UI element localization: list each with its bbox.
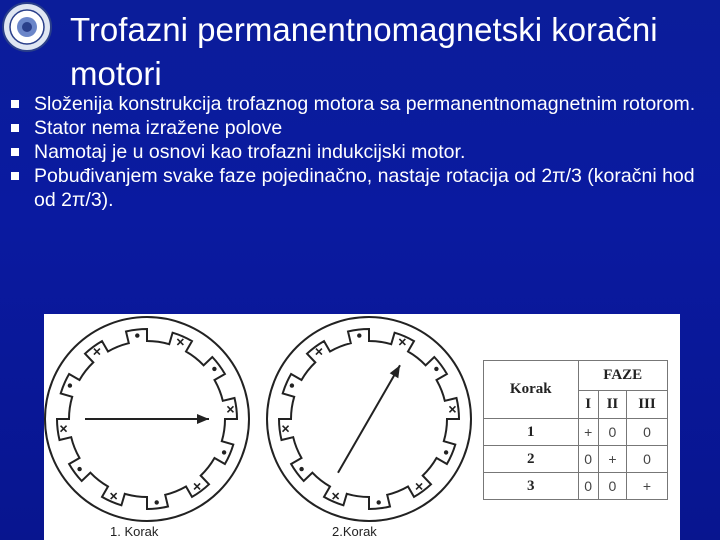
- step2-slot-cross: [333, 493, 339, 499]
- phase-table: [483, 360, 668, 500]
- step2-rotor-arrow: [338, 365, 400, 472]
- step2-slot-dot: [357, 333, 361, 337]
- table-row: 1 + 0 0: [484, 419, 668, 446]
- step2-slot-dot: [290, 383, 294, 387]
- bullet-item: Namotaj je u osnovi kao trofazni indukcijski motor.: [8, 140, 713, 164]
- step1-slot-cross: [111, 493, 117, 499]
- step1-slot-dot: [155, 500, 159, 504]
- table-row: 3 0 0 +: [484, 473, 668, 500]
- step1-slot-cross: [194, 483, 200, 489]
- bullet-square-icon: [11, 100, 19, 108]
- step1-slot-cross: [227, 406, 233, 412]
- step2-slot-cross: [449, 406, 455, 412]
- step1-slot-dot: [212, 367, 216, 371]
- step1-slot-dot: [135, 333, 139, 337]
- bullet-item: Stator nema izražene polove: [8, 116, 713, 140]
- university-logo: [2, 2, 52, 52]
- step1-slot-dot: [222, 450, 226, 454]
- group-header: FAZE: [578, 361, 667, 391]
- step1-slot-dot: [77, 467, 81, 471]
- step2-slot-cross: [416, 483, 422, 489]
- phase-header: III: [626, 391, 667, 419]
- bullet-list: [8, 92, 713, 212]
- step2-slot-cross: [283, 426, 289, 432]
- caption-step-1: 1. Korak: [110, 524, 159, 539]
- phase-header: I: [578, 391, 598, 419]
- step2-slot-dot: [377, 500, 381, 504]
- step2-slot-dot: [299, 467, 303, 471]
- bullet-item: Pobuđivanjem svake faze pojedinačno, nastaje rotacija od 2π/3 (koračni hod od 2π/3).: [8, 164, 713, 212]
- step1-slot-dot: [68, 383, 72, 387]
- table-row: 2 0 + 0: [484, 446, 668, 473]
- bullet-square-icon: [11, 148, 19, 156]
- step1-rotor-arrowhead: [197, 414, 209, 424]
- phase-header: II: [598, 391, 626, 419]
- step2-slot-dot: [434, 367, 438, 371]
- caption-step-2: 2.Korak: [332, 524, 377, 539]
- step1-slot-cross: [61, 426, 67, 432]
- bullet-item: Složenija konstrukcija trofaznog motora sa permanentnomagnetnim rotorom.: [8, 92, 713, 116]
- step2-rotor-arrowhead: [390, 365, 400, 378]
- corner-header: Korak: [484, 361, 579, 419]
- step2-slot-cross: [316, 349, 322, 355]
- step2-slot-cross: [399, 339, 405, 345]
- bullet-square-icon: [11, 172, 19, 180]
- step1-slot-cross: [94, 349, 100, 355]
- bullet-square-icon: [11, 124, 19, 132]
- slide-title: Trofazni permanentnomagnetski koračni motori: [70, 11, 658, 92]
- step2-slot-dot: [444, 450, 448, 454]
- step1-slot-cross: [177, 339, 183, 345]
